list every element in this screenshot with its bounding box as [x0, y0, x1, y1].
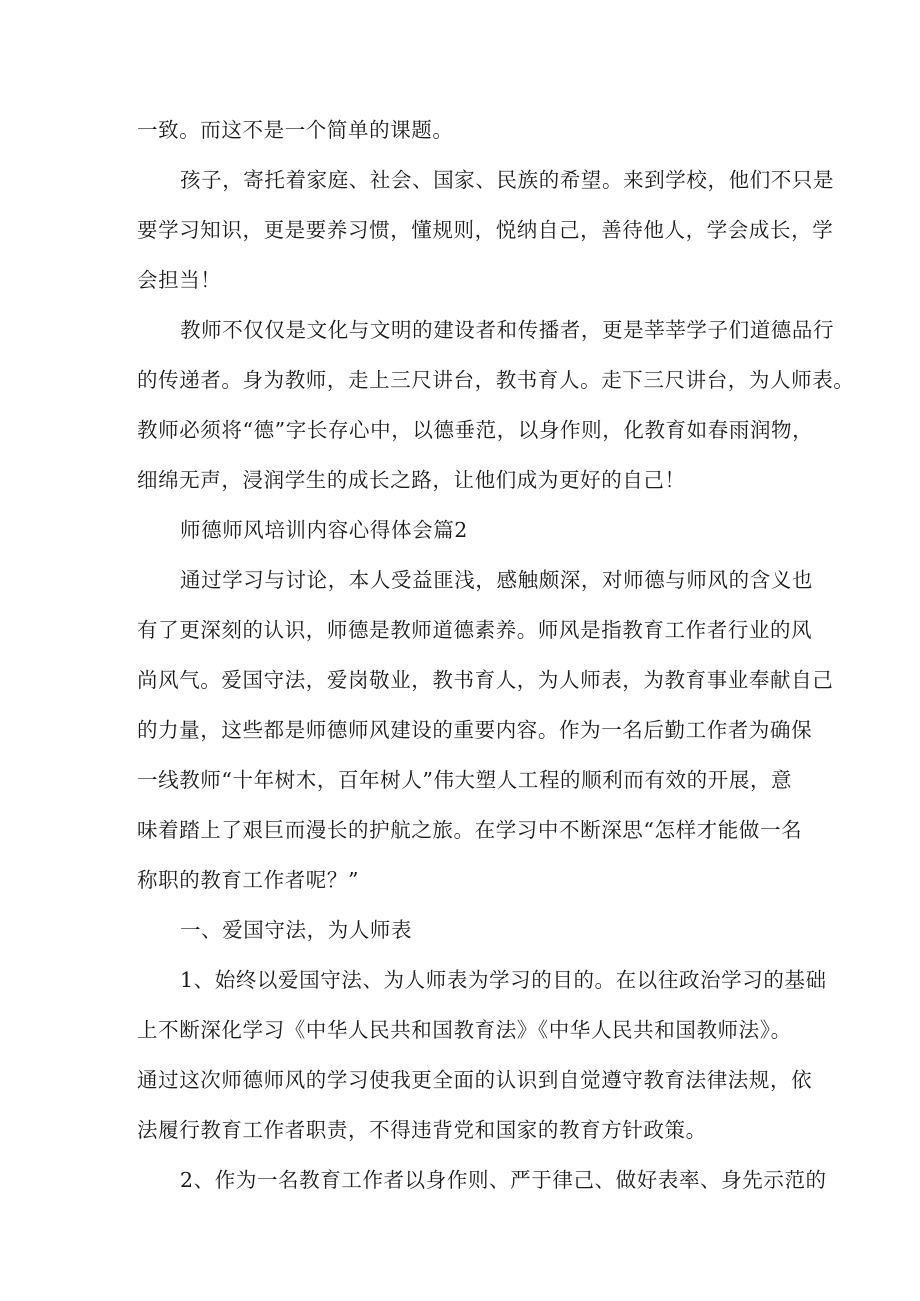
text-line-18: 1、始终以爱国守法、为人师表为学习的目的。在以往政治学习的基础 [180, 968, 827, 992]
text-line-10: 通过学习与讨论，本人受益匪浅，感触颇深，对师德与师风的含义也 [180, 568, 813, 592]
text-line-11: 有了更深刻的认识，师德是教师道德素养。师风是指教育工作者行业的风 [137, 618, 813, 642]
text-line-19: 上不断深化学习《中华人民共和国教育法》《中华人民共和国教师法》。 [137, 1018, 792, 1042]
text-line-13: 的力量，这些都是师德师风建设的重要内容。作为一名后勤工作者为确保 [137, 718, 813, 742]
text-line-2: 孩子，寄托着家庭、社会、国家、民族的希望。来到学校，他们不只是 [180, 168, 835, 192]
subsection-heading: 一、爱国守法，为人师表 [180, 918, 413, 942]
text-line-15: 味着踏上了艰巨而漫长的护航之旅。在学习中不断深思“怎样才能做一名 [137, 818, 803, 842]
text-line-14: 一线教师“十年树木，百年树人”伟大塑人工程的顺利而有效的开展，意 [137, 768, 793, 792]
text-line-4: 会担当！ [137, 268, 222, 292]
text-line-3: 要学习知识，更是要养习惯，懂规则，悦纳自己，善待他人，学会成长，学 [137, 218, 834, 242]
text-line-1: 一致。而这不是一个简单的课题。 [137, 118, 454, 142]
text-line-8: 细绵无声，浸润学生的成长之路，让他们成为更好的自己！ [137, 468, 686, 492]
text-line-20: 通过这次师德师风的学习使我更全面的认识到自觉遵守教育法律法规，依 [137, 1068, 813, 1092]
text-line-6: 的传递者。身为教师，走上三尺讲台，教书育人。走下三尺讲台，为人师表。 [137, 368, 855, 392]
text-line-5: 教师不仅仅是文化与文明的建设者和传播者，更是莘莘学子们道德品行 [180, 318, 835, 342]
text-line-12: 尚风气。爱国守法，爱岗敬业，教书育人，为人师表，为教育事业奉献自己 [137, 668, 834, 692]
text-line-22: 2、作为一名教育工作者以身作则、严于律己、做好表率、身先示范的 [180, 1168, 827, 1192]
text-line-16: 称职的教育工作者呢？” [137, 868, 360, 892]
text-line-7: 教师必须将“德”字长存心中，以德垂范，以身作则，化教育如春雨润物， [137, 418, 814, 442]
text-line-21: 法履行教育工作者职责，不得违背党和国家的教育方针政策。 [137, 1118, 707, 1142]
section-heading: 师德师风培训内容心得体会篇2 [180, 518, 468, 542]
